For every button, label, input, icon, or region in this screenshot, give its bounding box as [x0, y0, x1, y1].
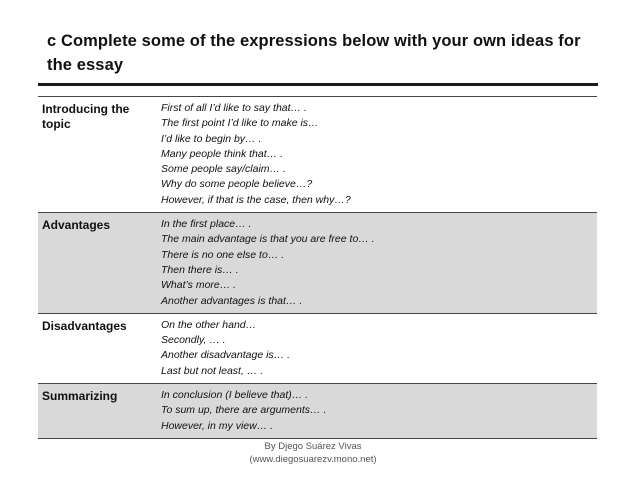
phrase-item: On the other hand… [161, 318, 257, 331]
author-credit [238, 440, 388, 466]
phrase-item: Why do some people believe…? [161, 178, 313, 191]
phrase-item: Some people say/claim… . [161, 163, 286, 176]
expressions-table [38, 96, 597, 439]
phrase-item: The main advantage is that you are free to… . [161, 233, 375, 246]
table-row-summarizing [38, 384, 597, 439]
row-label: Introducing the topic [38, 97, 155, 213]
phrase-item: However, if that is the case, then why…? [161, 193, 351, 206]
row-label: Advantages [38, 213, 155, 314]
phrase-item: The first point I’d like to make is… [161, 117, 319, 130]
row-label: Disadvantages [38, 313, 155, 383]
phrase-item: First of all I’d like to say that… . [161, 102, 307, 114]
phrase-item: There is no one else to… . [161, 248, 285, 261]
phrase-item: Last but not least, … . [161, 364, 264, 377]
phrase-list [155, 313, 597, 383]
phrase-item: In conclusion (I believe that)… . [161, 389, 309, 402]
phrase-item: Another advantages is that… . [161, 294, 303, 307]
phrase-list [155, 384, 597, 439]
phrase-item: Another disadvantage is… . [161, 349, 290, 362]
table-row-introducing [38, 97, 597, 213]
phrase-item: I’d like to begin by… . [161, 132, 262, 145]
slide-title: c Complete some of the expressions below with your own ideas for the essay [47, 32, 581, 74]
phrase-item: To sum up, there are arguments… . [161, 404, 327, 417]
phrase-item: In the first place… . [161, 218, 252, 231]
phrase-list [155, 213, 597, 314]
phrase-item: Many people think that… . [161, 147, 283, 160]
title-divider [38, 83, 598, 86]
table-row-disadvantages [38, 313, 597, 383]
phrase-list [155, 97, 597, 213]
row-label: Summarizing [38, 384, 155, 439]
phrase-item: What’s more… . [161, 279, 237, 292]
phrase-item: However, in my view… . [161, 419, 274, 432]
phrase-item: Then there is… . [161, 263, 239, 276]
credit-author: By Djego Suárez Vivas [264, 441, 362, 452]
phrase-item: Secondly, … . [161, 334, 226, 347]
credit-site: (www.diegosuarezv.mono.net) [249, 454, 377, 465]
table-row-advantages [38, 213, 597, 314]
